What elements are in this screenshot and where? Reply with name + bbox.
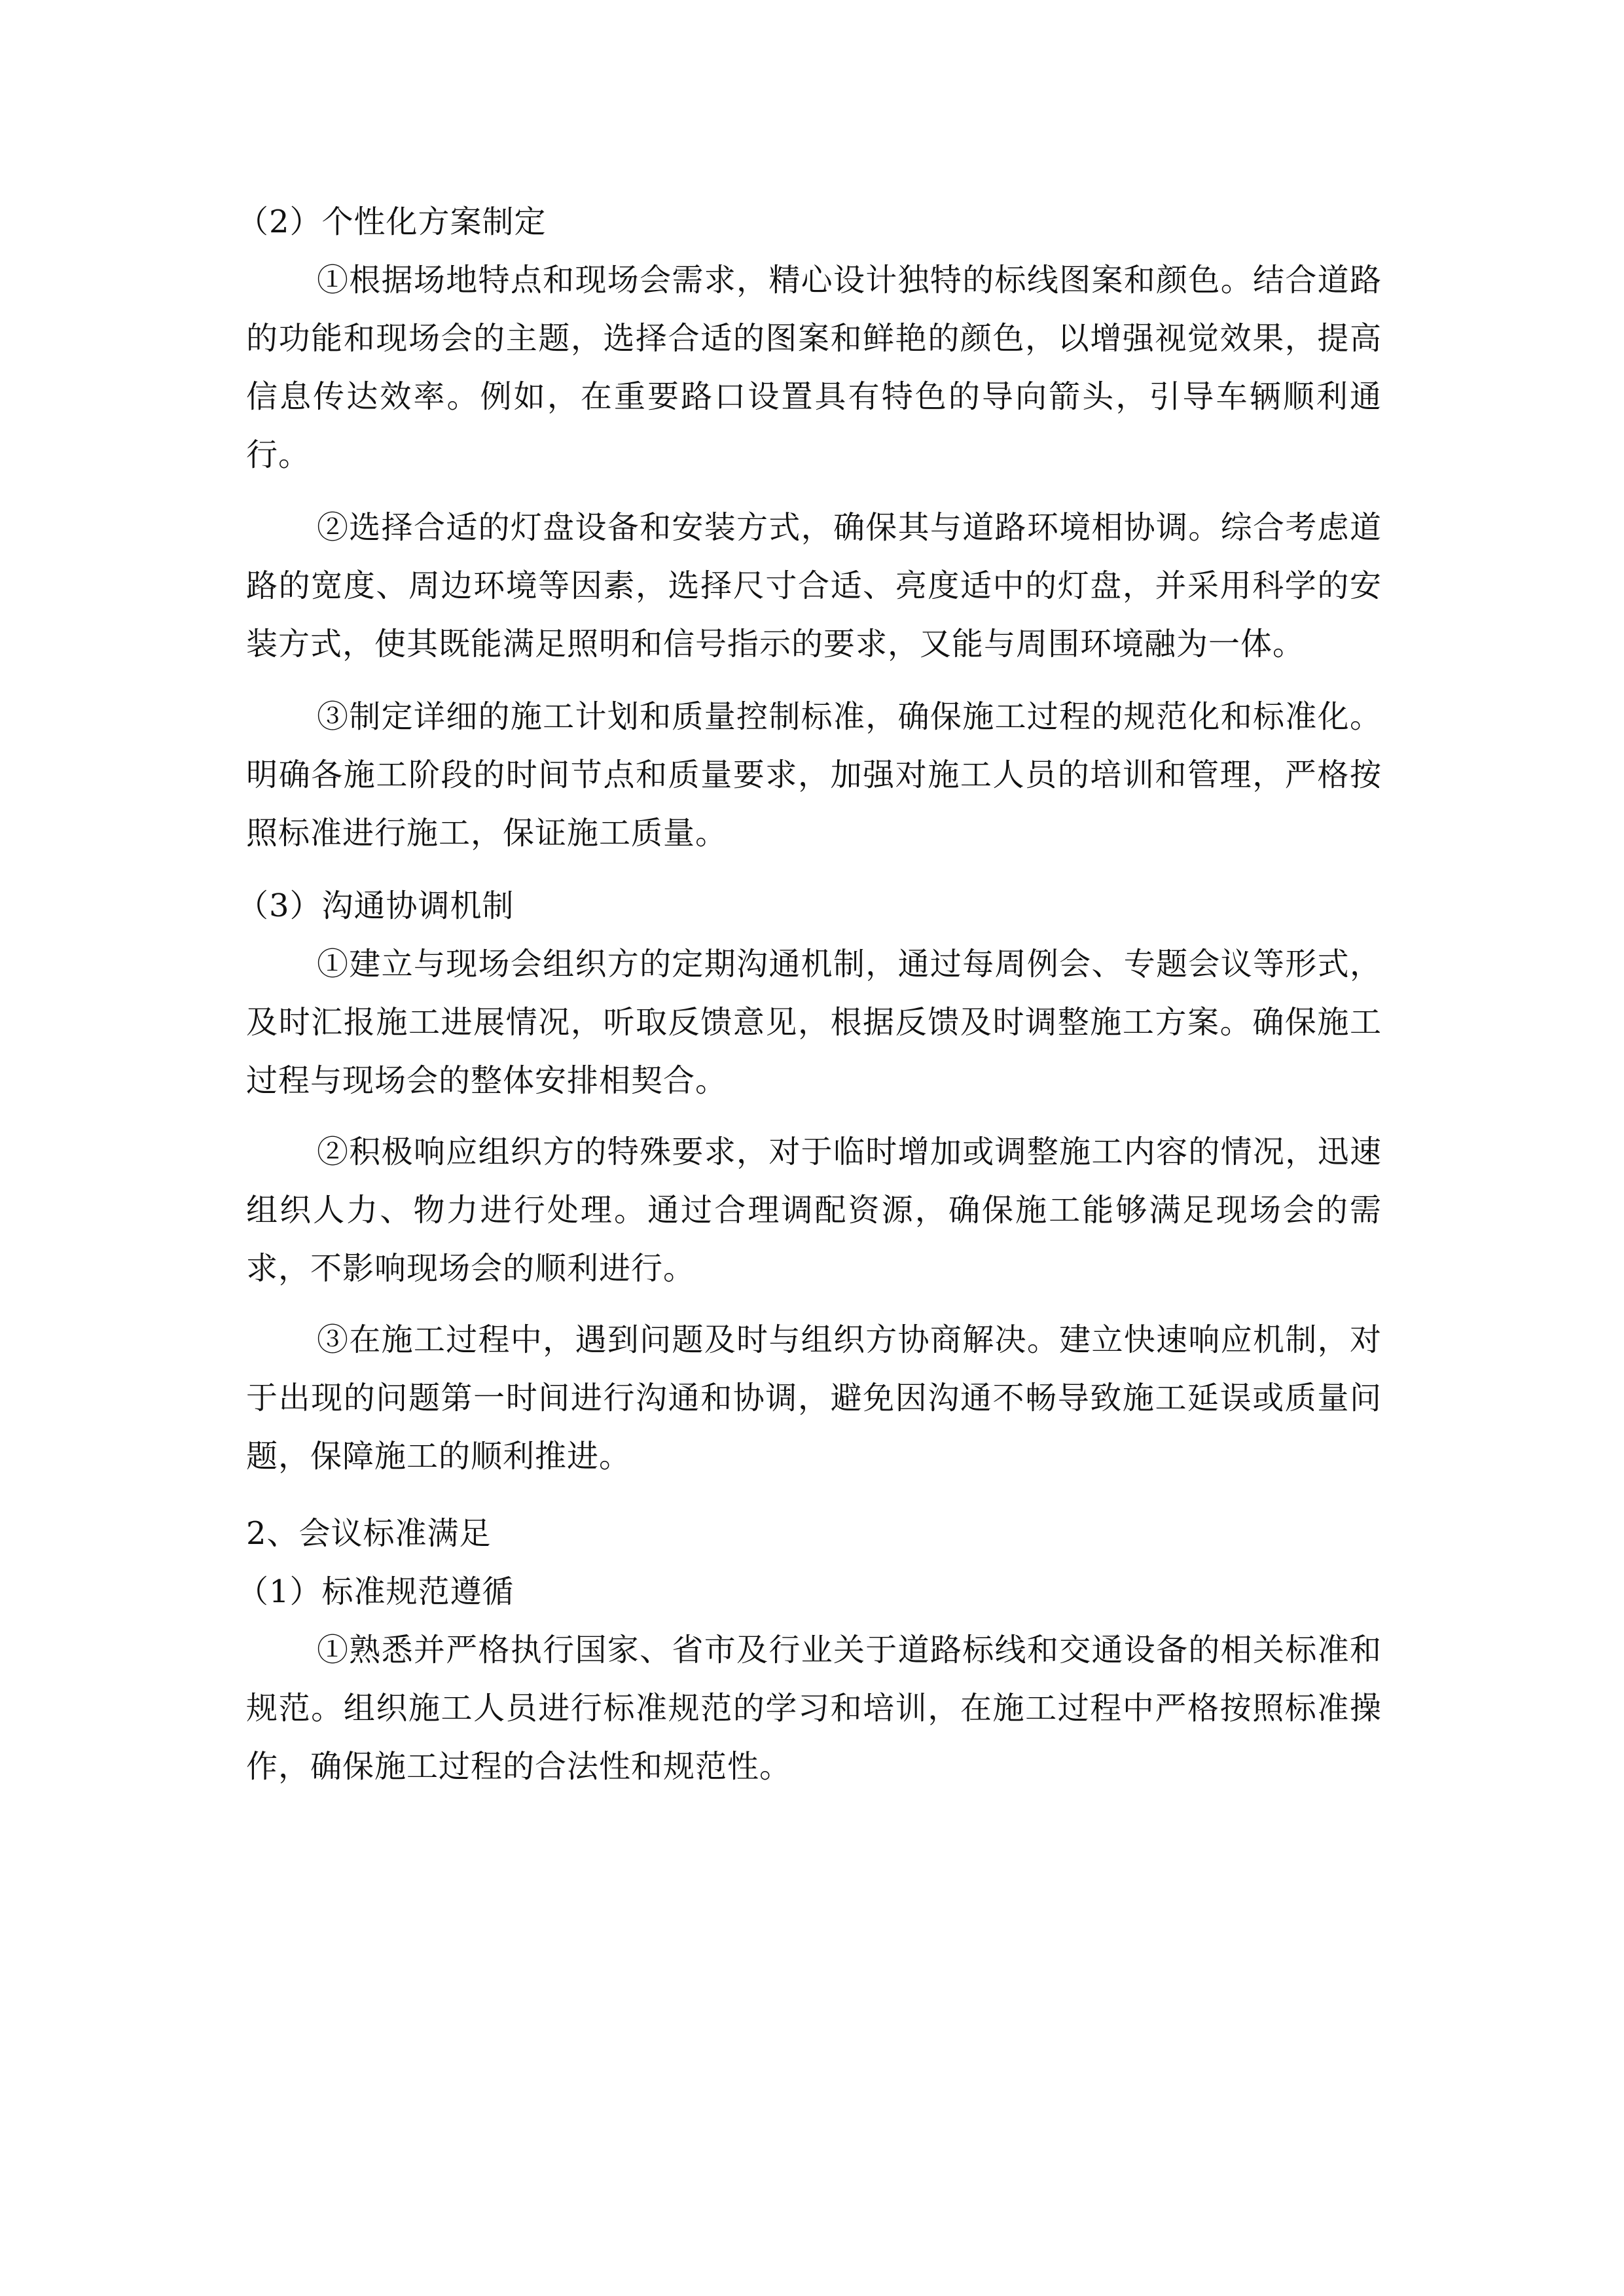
paragraph: ①建立与现场会组织方的定期沟通机制，通过每周例会、专题会议等形式，及时汇报施工进展情况，听取反馈意见，根据反馈及时调整施工方案。确保施工过程与现场会的整体安排相契合。 xyxy=(246,946,1382,1099)
paragraph: ②选择合适的灯盘设备和安装方式，确保其与道路环境相协调。综合考虑道路的宽度、周边环境等因素，选择尺寸合适、亮度适中的灯盘，并采用科学的安装方式，使其既能满足照明和信号指示的要求，又能与周围环境融为一体。 xyxy=(246,509,1382,662)
paragraph: ③制定详细的施工计划和质量控制标准，确保施工过程的规范化和标准化。明确各施工阶段的时间节点和质量要求，加强对施工人员的培训和管理，严格按照标准进行施工，保证施工质量。 xyxy=(246,698,1382,852)
paragraph: ②积极响应组织方的特殊要求，对于临时增加或调整施工内容的情况，迅速组织人力、物力进行处理。通过合理调配资源，确保施工能够满足现场会的需求，不影响现场会的顺利进行。 xyxy=(246,1134,1382,1287)
paragraph: ①熟悉并严格执行国家、省市及行业关于道路标线和交通设备的相关标准和规范。组织施工人员进行标准规范的学习和培训，在施工过程中严格按照标准操作，确保施工过程的合法性和规范性。 xyxy=(246,1632,1382,1785)
subheading-standards: （1）标准规范遵循 xyxy=(237,1573,514,1610)
paragraph: ③在施工过程中，遇到问题及时与组织方协商解决。建立快速响应机制，对于出现的问题第一时间进行沟通和协调，避免因沟通不畅导致施工延误或质量问题，保障施工的顺利推进。 xyxy=(246,1321,1382,1475)
section-heading: 2、会议标准满足 xyxy=(246,1515,492,1552)
paragraph: ①根据场地特点和现场会需求，精心设计独特的标线图案和颜色。结合道路的功能和现场会的主题，选择合适的图案和鲜艳的颜色，以增强视觉效果，提高信息传达效率。例如，在重要路口设置具有特色的导向箭头，引导车辆顺利通行。 xyxy=(246,262,1382,473)
subheading-communication: （3）沟通协调机制 xyxy=(237,888,514,924)
subheading-personalized-plan: （2）个性化方案制定 xyxy=(237,204,547,240)
document-body xyxy=(237,193,1382,1796)
